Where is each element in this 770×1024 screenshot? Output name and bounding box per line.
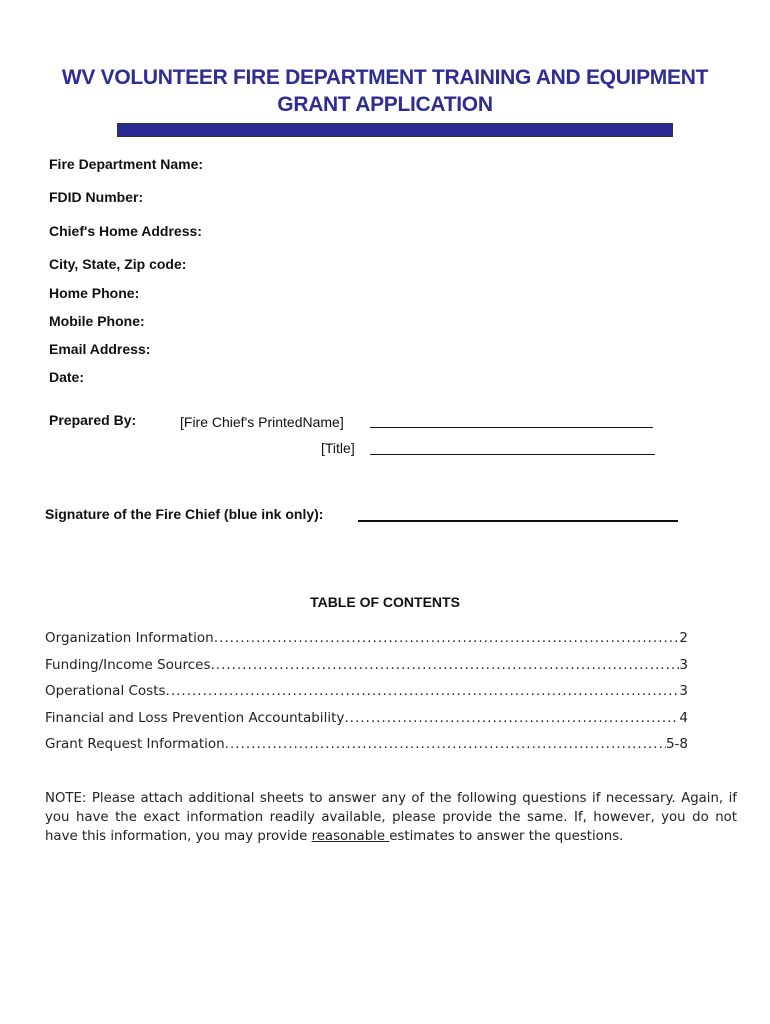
city-state-zip-label: City, State, Zip code: bbox=[49, 256, 187, 272]
home-phone-label: Home Phone: bbox=[49, 285, 140, 301]
title-field-label: [Title] bbox=[321, 440, 355, 456]
toc-item-label: Funding/Income Sources bbox=[45, 656, 211, 673]
toc-item-label: Organization Information bbox=[45, 630, 214, 646]
note-text: NOTE: Please attach additional sheets to answer any of the following questions if necessary. Again, if you have the exact information readily available, please provide the same. If, however, you do not have this information, you may provide bbox=[45, 791, 737, 844]
signature-line[interactable] bbox=[358, 520, 678, 522]
toc-item bbox=[45, 630, 688, 657]
fire-chief-printed-name-label: [Fire Chief's PrintedName] bbox=[180, 414, 344, 430]
toc-heading: TABLE OF CONTENTS bbox=[310, 594, 460, 610]
fire-department-name-label: Fire Department Name: bbox=[49, 156, 204, 172]
toc-item bbox=[45, 657, 688, 684]
printed-name-line[interactable] bbox=[370, 427, 653, 428]
signature-label: Signature of the Fire Chief (blue ink only): bbox=[45, 506, 324, 522]
mobile-phone-label: Mobile Phone: bbox=[49, 313, 145, 329]
table-of-contents bbox=[45, 630, 688, 763]
toc-item bbox=[45, 736, 688, 763]
title-line[interactable] bbox=[370, 454, 655, 455]
fdid-number-label: FDID Number: bbox=[49, 189, 144, 205]
toc-leader bbox=[214, 630, 680, 646]
toc-item bbox=[45, 683, 688, 710]
toc-item-label: Financial and Loss Prevention Accountability bbox=[45, 709, 345, 726]
document-title bbox=[0, 64, 770, 118]
prepared-by-label: Prepared By: bbox=[49, 412, 137, 428]
note-underlined-word: reasonable bbox=[311, 829, 390, 844]
toc-item-page: 4 bbox=[679, 709, 688, 726]
toc-item-label: Grant Request Information bbox=[45, 736, 225, 752]
title-line-1: WV VOLUNTEER FIRE DEPARTMENT TRAINING AND EQUIPMENT bbox=[61, 66, 709, 89]
title-line-2: GRANT APPLICATION bbox=[277, 93, 493, 116]
toc-item-label: Operational Costs bbox=[45, 683, 166, 699]
date-label: Date: bbox=[49, 369, 85, 385]
note-paragraph bbox=[45, 789, 737, 846]
toc-item-page: 2 bbox=[679, 630, 688, 646]
toc-leader bbox=[166, 683, 680, 699]
toc-item-page: 3 bbox=[679, 683, 688, 699]
toc-item-page: 3 bbox=[679, 656, 688, 673]
toc-leader bbox=[225, 736, 666, 752]
note-text-end: estimates to answer the questions. bbox=[389, 829, 624, 844]
toc-leader bbox=[211, 657, 680, 673]
title-divider-bar bbox=[117, 123, 673, 137]
email-address-label: Email Address: bbox=[49, 341, 151, 357]
toc-leader bbox=[344, 710, 679, 726]
toc-item-page: 5-8 bbox=[665, 736, 688, 752]
chief-home-address-label: Chief's Home Address: bbox=[49, 223, 202, 239]
toc-item bbox=[45, 710, 688, 737]
